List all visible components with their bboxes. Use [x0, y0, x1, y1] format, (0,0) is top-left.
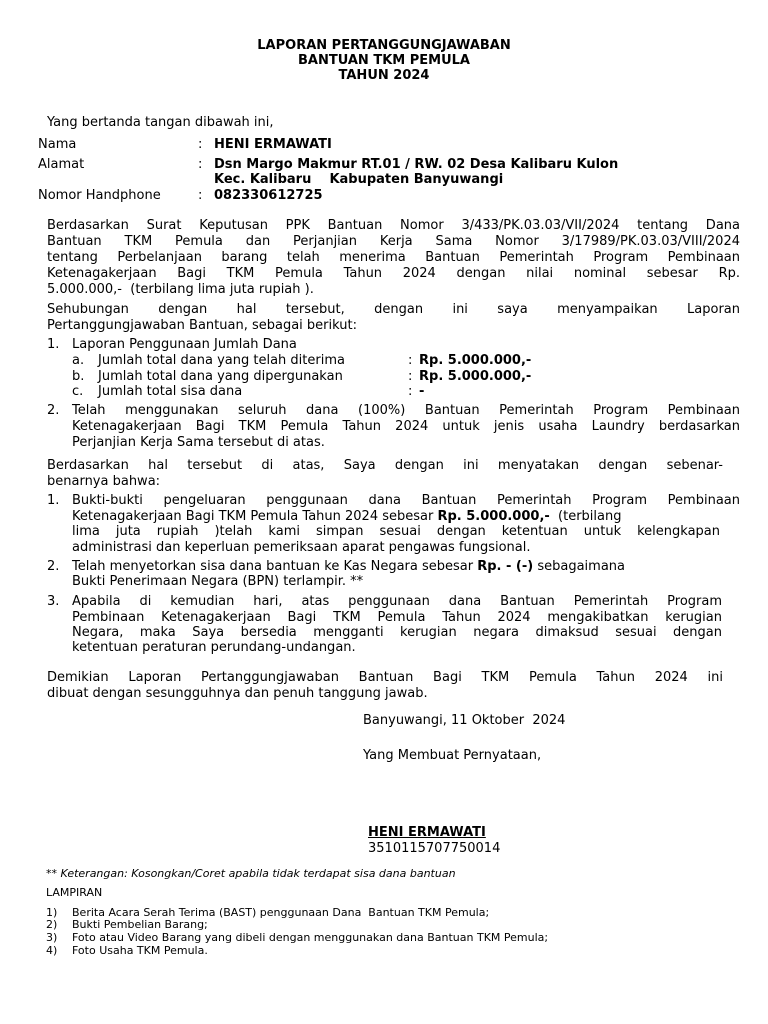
sub-item-text: Jumlah total dana yang telah diterima	[98, 353, 345, 368]
alamat-value-line1: Dsn Margo Makmur RT.01 / RW. 02 Desa Kalibaru Kulon	[214, 157, 619, 172]
alamat-colon: :	[198, 157, 203, 172]
report-subtitle: BANTUAN TKM PEMULA	[298, 53, 470, 68]
attachment-number: 2)	[46, 918, 58, 931]
statement-line: ketentuan peraturan perundang-undangan.	[72, 640, 356, 655]
sub-item-label: a.	[72, 353, 85, 368]
attachment-number: 3)	[46, 931, 58, 944]
sub-item-text: Jumlah total dana yang dipergunakan	[98, 369, 343, 384]
para1-line: tentang Perbelanjaan barang telah menerima Bantuan Pemerintah Program Pembinaan	[47, 250, 740, 265]
statement-number: 1.	[47, 493, 60, 508]
sub-item-text: Jumlah total sisa dana	[98, 384, 243, 399]
statement-line: Bukti Penerimaan Negara (BPN) terlampir. **	[72, 574, 364, 589]
report-item-line: Perjanjian Kerja Sama tersebut di atas.	[72, 435, 325, 450]
signer-nik: 3510115707750014	[368, 841, 501, 856]
statement-amount: Rp. - (-)	[477, 559, 534, 574]
signer-name: HENI ERMAWATI	[368, 825, 486, 840]
report-item-line: Telah menggunakan seluruh dana (100%) Bantuan Pemerintah Program Pembinaan	[72, 403, 740, 418]
amount-remaining: -	[419, 384, 425, 399]
hp-colon: :	[198, 188, 203, 203]
closing-line: dibuat dengan sesungguhnya dan penuh tanggung jawab.	[47, 686, 428, 701]
attachment-item: Berita Acara Serah Terima (BAST) penggunaan Dana Bantuan TKM Pemula;	[72, 906, 490, 919]
report-item-number: 1.	[47, 337, 60, 352]
para3-line: Berdasarkan hal tersebut di atas, Saya dengan ini menyatakan dengan sebenar-	[47, 458, 723, 473]
statement-number: 2.	[47, 559, 60, 574]
statement-line: Apabila di kemudian hari, atas penggunaan dana Bantuan Pemerintah Program	[72, 594, 722, 609]
alamat-label: Alamat	[38, 157, 85, 172]
para1-line: 5.000.000,- (terbilang lima juta rupiah ).	[47, 282, 314, 297]
statement-line: Negara, maka Saya bersedia mengganti kerugian negara dimaksud sesuai dengan	[72, 625, 722, 640]
sub-item-label: c.	[72, 384, 84, 399]
sub-item-colon: :	[408, 353, 413, 368]
nama-colon: :	[198, 137, 203, 152]
statement-line: Pembinaan Ketenagakerjaan Bagi TKM Pemula Tahun 2024 mengakibatkan kerugian	[72, 610, 722, 625]
footnote: ** Keterangan: Kosongkan/Coret apabila tidak terdapat sisa dana bantuan	[46, 867, 456, 880]
report-year: TAHUN 2024	[338, 68, 430, 83]
intro-text: Yang bertanda tangan dibawah ini,	[47, 115, 274, 130]
attachment-item: Bukti Pembelian Barang;	[72, 918, 208, 931]
statement-line: administrasi dan keperluan pemeriksaan aparat pengawas fungsional.	[72, 540, 531, 555]
attachment-item: Foto Usaha TKM Pemula.	[72, 944, 208, 957]
attachment-number: 4)	[46, 944, 58, 957]
attachment-item: Foto atau Video Barang yang dibeli dengan menggunakan dana Bantuan TKM Pemula;	[72, 931, 549, 944]
para2-line: Sehubungan dengan hal tersebut, dengan ini saya menyampaikan Laporan	[47, 302, 740, 317]
alamat-value-line2: Kec. Kalibaru Kabupaten Banyuwangi	[214, 172, 504, 187]
statement-line: lima juta rupiah )telah kami simpan sesuai dengan ketentuan untuk kelengkapan	[72, 524, 720, 539]
statement-amount: Rp. 5.000.000,-	[437, 509, 550, 524]
report-item-line: Ketenagakerjaan Bagi TKM Pemula Tahun 2024 untuk jenis usaha Laundry berdasarkan	[72, 419, 740, 434]
sub-item-colon: :	[408, 384, 413, 399]
report-item-text: Laporan Penggunaan Jumlah Dana	[72, 337, 297, 352]
para3-line: benarnya bahwa:	[47, 474, 161, 489]
sub-item-label: b.	[72, 369, 85, 384]
para1-line: Bantuan TKM Pemula dan Perjanjian Kerja Sama Nomor 3/17989/PK.03.03/VIII/2024	[47, 234, 740, 249]
attachment-number: 1)	[46, 906, 58, 919]
para1-line: Ketenagakerjaan Bagi TKM Pemula Tahun 2024 dengan nilai nominal sebesar Rp.	[47, 266, 740, 281]
report-title: LAPORAN PERTANGGUNGJAWABAN	[257, 38, 511, 53]
statement-number: 3.	[47, 594, 60, 609]
report-item-number: 2.	[47, 403, 60, 418]
place-date: Banyuwangi, 11 Oktober 2024	[363, 713, 566, 728]
statement-line: Bukti-bukti pengeluaran penggunaan dana Bantuan Pemerintah Program Pembinaan	[72, 493, 740, 508]
statement-line: Ketenagakerjaan Bagi TKM Pemula Tahun 2024 sebesar Rp. 5.000.000,- (terbilang	[72, 509, 622, 524]
maker-label: Yang Membuat Pernyataan,	[363, 748, 542, 763]
attachments-title: LAMPIRAN	[46, 886, 103, 899]
hp-value: 082330612725	[214, 188, 323, 203]
statement-line: Telah menyetorkan sisa dana bantuan ke Kas Negara sebesar Rp. - (-) sebagaimana	[72, 559, 626, 574]
closing-line: Demikian Laporan Pertanggungjawaban Bantuan Bagi TKM Pemula Tahun 2024 ini	[47, 670, 723, 685]
amount-used: Rp. 5.000.000,-	[419, 369, 532, 384]
nama-label: Nama	[38, 137, 77, 152]
hp-label: Nomor Handphone	[38, 188, 161, 203]
amount-received: Rp. 5.000.000,-	[419, 353, 532, 368]
para2-line: Pertanggungjawaban Bantuan, sebagai berikut:	[47, 318, 357, 333]
sub-item-colon: :	[408, 369, 413, 384]
para1-line: Berdasarkan Surat Keputusan PPK Bantuan Nomor 3/433/PK.03.03/VII/2024 tentang Dana	[47, 218, 740, 233]
nama-value: HENI ERMAWATI	[214, 137, 332, 152]
